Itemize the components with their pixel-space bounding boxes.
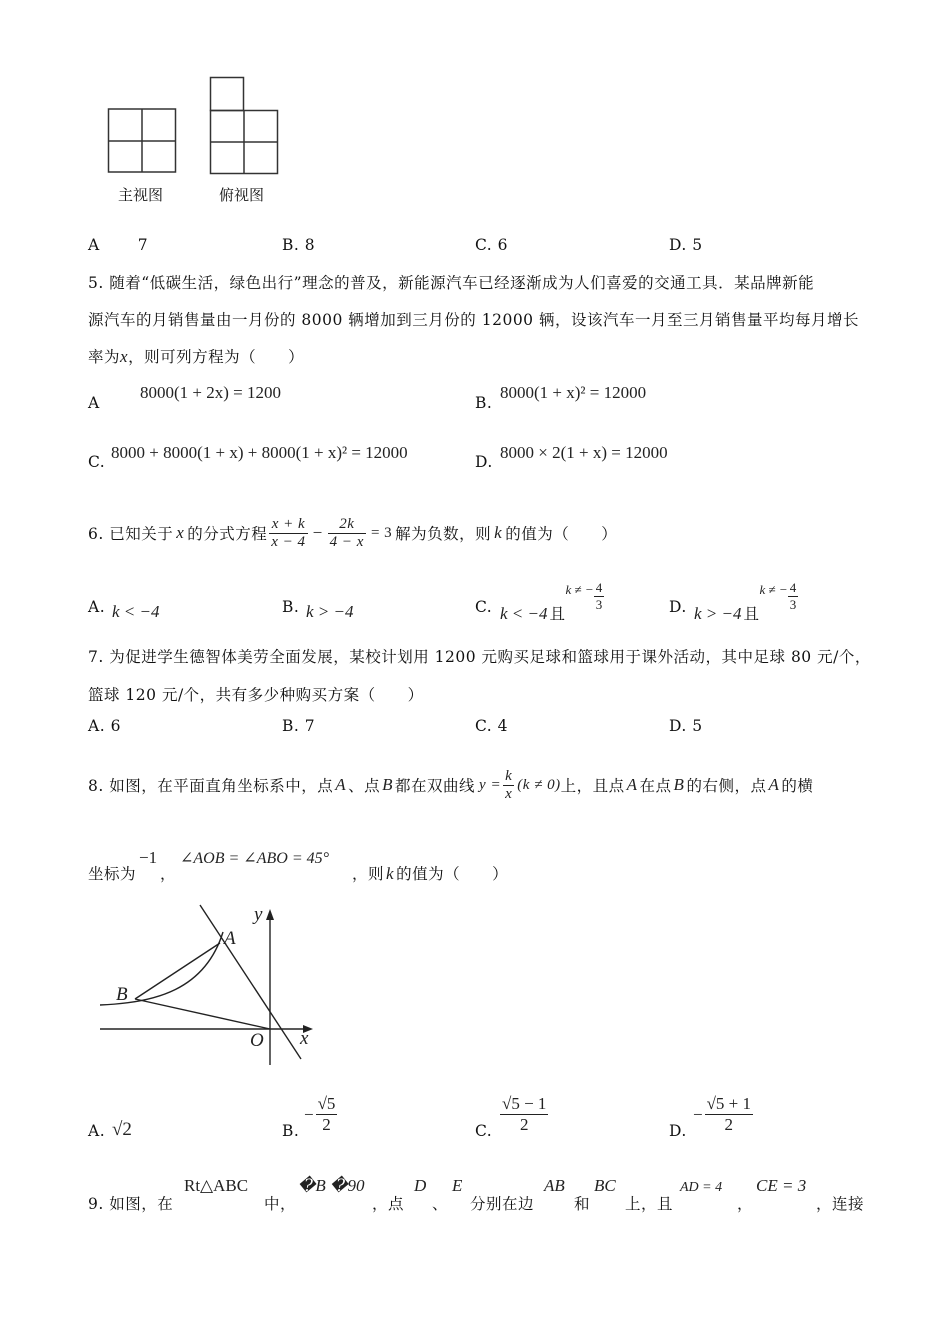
q9-end: ，连接 <box>816 1195 865 1213</box>
q8-figure-label-x: x <box>300 1028 309 1049</box>
q8-comma: ， <box>160 865 177 883</box>
q5-option-a-expr[interactable]: 8000(1 + 2x) = 1200 <box>140 383 281 402</box>
q8-option-c-expr[interactable]: $\frac{√5 - 1}{2}$ <box>502 1094 547 1134</box>
q7-option-a[interactable]: A. 6 <box>88 717 121 735</box>
q6-option-d-expr[interactable]: k > −4 且 k ≠ − $\frac{4}{3}$ <box>694 580 797 623</box>
q4-option-d[interactable]: D. 5 <box>669 236 703 254</box>
q8-option-c-letter[interactable]: C. <box>475 1122 493 1140</box>
q5-option-a-letter[interactable]: A <box>88 394 100 412</box>
q4-option-b[interactable]: B. 8 <box>282 236 316 254</box>
q6-option-c-letter[interactable]: C. <box>475 598 493 616</box>
q9-shang: 上，且 <box>625 1195 674 1213</box>
q9-zhong: 中， <box>264 1195 297 1213</box>
front-view-caption: 主视图 <box>118 186 164 204</box>
q7-option-b[interactable]: B. 7 <box>282 717 316 735</box>
q9-side-ab: AB <box>544 1176 565 1195</box>
q7-option-d[interactable]: D. 5 <box>669 717 703 735</box>
q5-option-b-letter[interactable]: B. <box>475 394 493 412</box>
q8-option-d-letter[interactable]: D. <box>669 1122 687 1140</box>
front-view-figure <box>108 108 178 174</box>
q8-option-b-expr[interactable]: − $\frac{√5}{2}$ <box>304 1094 336 1134</box>
q8-figure-label-a: A <box>224 928 236 949</box>
q9-point-e: E <box>452 1176 463 1195</box>
q8-option-a-letter[interactable]: A. <box>88 1122 106 1140</box>
q7-stem-line2: 篮球 120 元/个，共有多少种购买方案（ ） <box>88 686 424 704</box>
q4-option-a[interactable]: A 7 <box>88 236 149 254</box>
q9-ce-value: CE = 3 <box>756 1176 807 1195</box>
q9-angle: �B �90 <box>298 1176 365 1195</box>
q5-stem-line3: 率为x，则可列方程为（ ） <box>88 347 305 366</box>
q8-angle-condition: ∠AOB = ∠ABO = 45° <box>180 850 330 867</box>
top-view-figure <box>210 77 280 175</box>
q8-stem-line2-pre: 坐标为 <box>88 865 137 883</box>
q9-triangle: Rt△ABC <box>184 1176 249 1195</box>
q8-figure-label-o: O <box>250 1030 264 1051</box>
q6-stem: 6. 已知关于 x 的分式方程 $\frac{x + k}{x - 4}$ − $\frac{2k}{4 - x}$ = 3 解为负数，则 k 的值为（ ） <box>88 515 618 550</box>
q5-stem-line2: 源汽车的月销售量由一月份的 8000 辆增加到三月份的 12000 辆，设该汽车一月至三月销售量平均每月增长 <box>88 311 859 329</box>
q6-fraction-1: $\frac{x + k}{x - 4}$ <box>271 515 306 550</box>
q8-figure-label-b: B <box>116 984 128 1005</box>
q5-option-c-expr[interactable]: 8000 + 8000(1 + x) + 8000(1 + x)² = 12000 <box>111 443 408 462</box>
q9-side-bc: BC <box>594 1176 616 1195</box>
q9-dun: 、 <box>432 1195 449 1213</box>
q5-option-d-expr[interactable]: 8000 × 2(1 + x) = 12000 <box>500 443 668 462</box>
q8-figure-label-y: y <box>254 904 263 925</box>
q6-fraction-2: $\frac{2k}{4 - x}$ <box>329 515 364 550</box>
q8-stem-line2-post: ，则 k 的值为（ ） <box>352 864 509 883</box>
q5-stem-line1: 5. 随着“低碳生活，绿色出行”理念的普及，新能源汽车已经逐渐成为人们喜爱的交通工具．某品牌新能 <box>88 274 815 292</box>
q6-option-a-letter[interactable]: A. <box>88 598 106 616</box>
q8-option-d-expr[interactable]: − $\frac{√5 + 1}{2}$ <box>693 1094 752 1134</box>
q5-option-c-letter[interactable]: C. <box>88 453 106 471</box>
q8-neg-one: −1 <box>139 848 158 867</box>
q6-option-d-letter[interactable]: D. <box>669 598 687 616</box>
q7-option-c[interactable]: C. 4 <box>475 717 509 735</box>
q9-he: 和 <box>574 1195 591 1213</box>
q9-fen: 分别在边 <box>470 1195 535 1213</box>
q4-option-c[interactable]: C. 6 <box>475 236 509 254</box>
q9-stem-pre: 9. 如图，在 <box>88 1195 174 1213</box>
q5-option-d-letter[interactable]: D. <box>475 453 493 471</box>
top-view-caption: 俯视图 <box>219 186 265 204</box>
q8-option-b-letter[interactable]: B. <box>282 1122 300 1140</box>
q9-ad-value: AD = 4 <box>680 1180 723 1195</box>
q5-option-b-expr[interactable]: 8000(1 + x)² = 12000 <box>500 383 647 402</box>
q9-comma1: ，点 <box>372 1195 405 1213</box>
q6-option-b-letter[interactable]: B. <box>282 598 300 616</box>
q6-option-b-expr[interactable]: k > −4 <box>306 602 354 621</box>
q8-coordinate-figure <box>95 905 325 1070</box>
q9-point-d: D <box>414 1176 427 1195</box>
q6-option-a-expr[interactable]: k < −4 <box>112 602 160 621</box>
q9-comma2: ， <box>737 1195 754 1213</box>
q6-option-c-expr[interactable]: k < −4 且 k ≠ − $\frac{4}{3}$ <box>500 580 603 623</box>
q8-stem-line1: 8. 如图，在平面直角坐标系中，点 A 、点 B 都在双曲线 y = $\frac{k}{x}$ (k ≠ 0) 上，且点 A 在点 B 的右侧，点 A 的横 <box>88 767 814 802</box>
q7-stem-line1: 7. 为促进学生德智体美劳全面发展，某校计划用 1200 元购买足球和篮球用于课外活动，其中足球 80 元/个， <box>88 648 871 666</box>
q8-option-a-expr[interactable]: √2 <box>112 1119 132 1140</box>
